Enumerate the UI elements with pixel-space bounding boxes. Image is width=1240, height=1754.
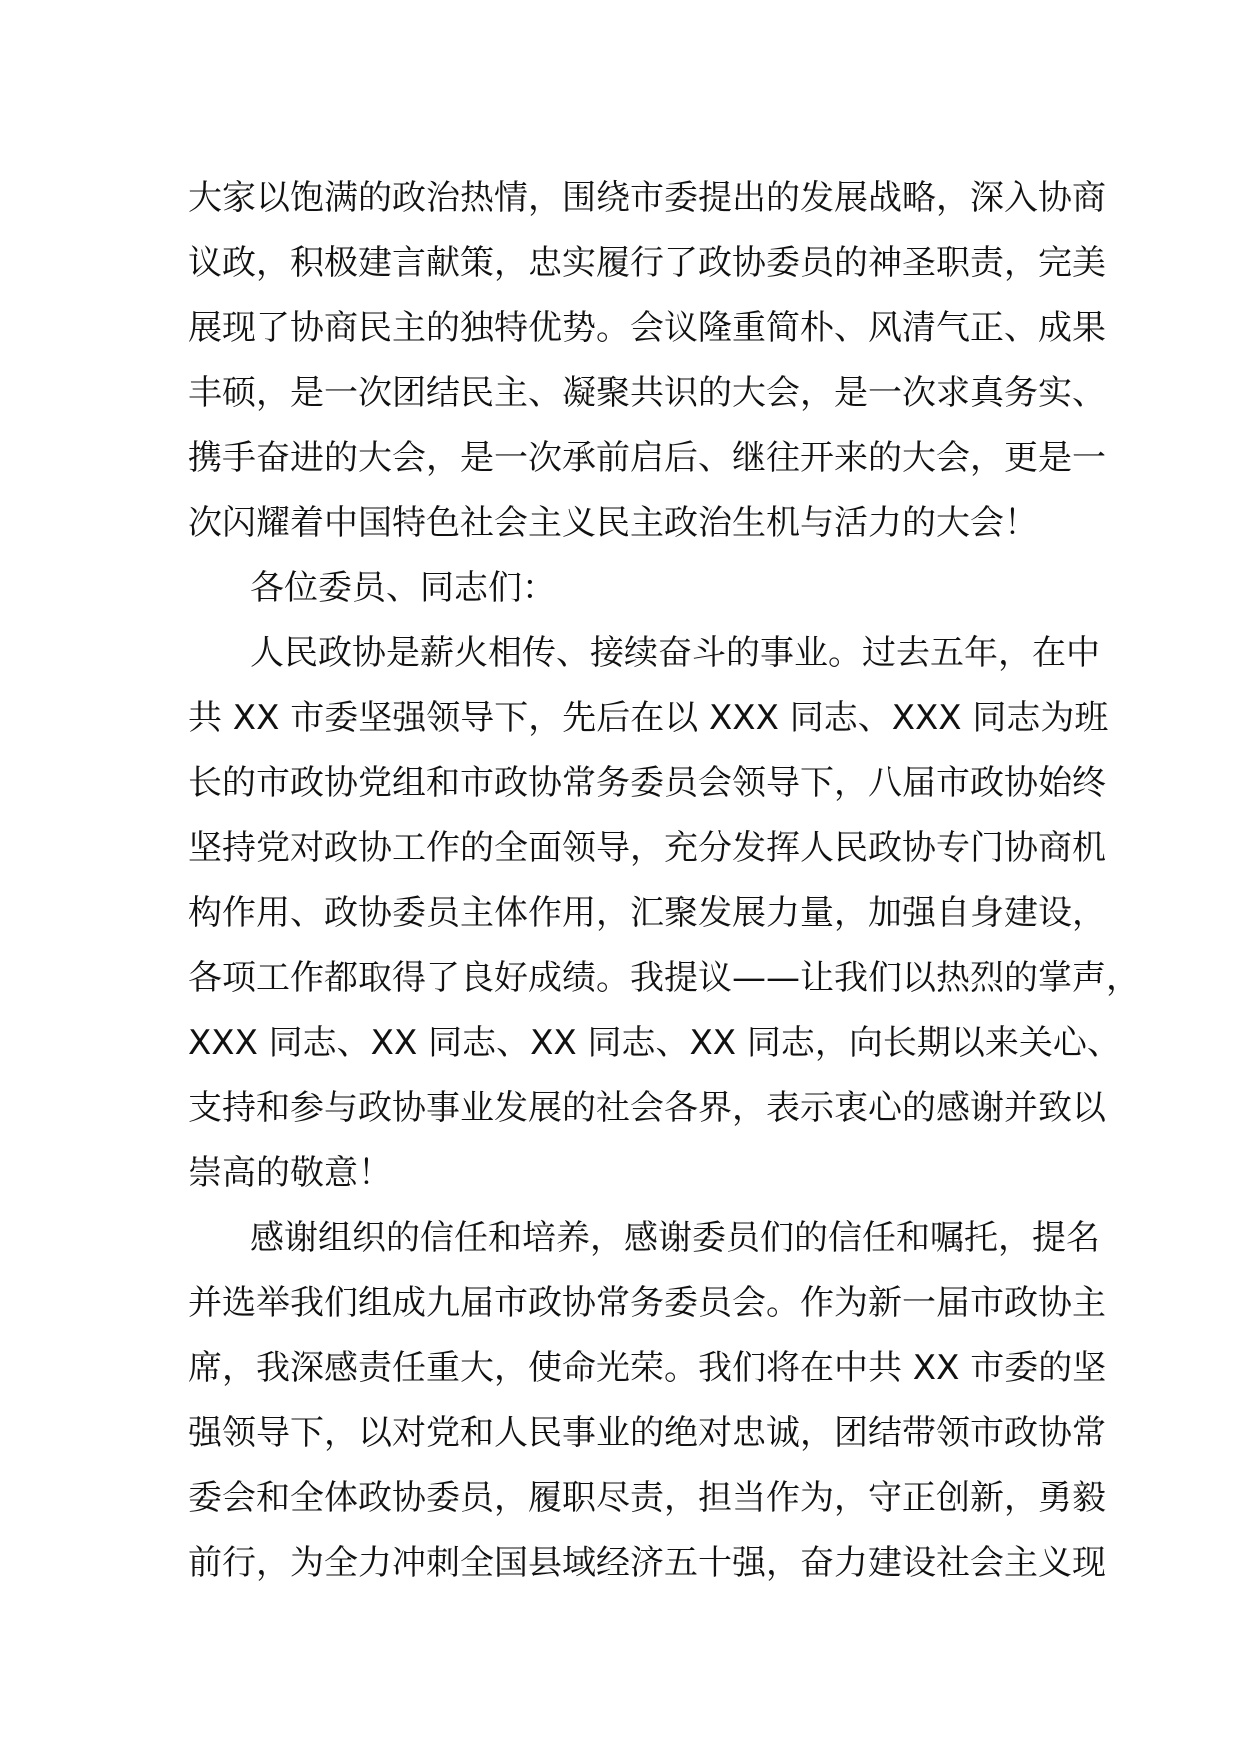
text-line: 感谢组织的信任和培养，感谢委员们的信任和嘱托，提名: [250, 1218, 1100, 1258]
text-line: 构作用、政协委员主体作用，汇聚发展力量，加强自身建设，: [188, 893, 1106, 933]
text-line: 席，我深感责任重大，使命光荣。我们将在中共 XX 市委的坚: [188, 1348, 1107, 1388]
text-line: 并选举我们组成九届市政协常务委员会。作为新一届市政协主: [188, 1283, 1106, 1323]
text-line: XXX 同志、XX 同志、XX 同志、XX 同志，向长期以来关心、: [188, 1023, 1121, 1063]
text-line: 携手奋进的大会，是一次承前启后、继往开来的大会，更是一: [188, 438, 1106, 478]
text-line: 支持和参与政协事业发展的社会各界，表示衷心的感谢并致以: [188, 1088, 1106, 1128]
text-line: 展现了协商民主的独特优势。会议隆重简朴、风清气正、成果: [188, 308, 1106, 348]
text-line: 各项工作都取得了良好成绩。我提议——让我们以热烈的掌声，: [188, 958, 1140, 998]
text-line: 委会和全体政协委员，履职尽责，担当作为，守正创新，勇毅: [188, 1478, 1106, 1518]
text-line: 共 XX 市委坚强领导下，先后在以 XXX 同志、XXX 同志为班: [188, 698, 1109, 738]
text-line: 大家以饱满的政治热情，围绕市委提出的发展战略，深入协商: [188, 178, 1106, 218]
text-line: 长的市政协党组和市政协常务委员会领导下，八届市政协始终: [188, 763, 1106, 803]
salutation-line: 各位委员、同志们：: [250, 568, 556, 608]
text-line: 强领导下，以对党和人民事业的绝对忠诚，团结带领市政协常: [188, 1413, 1106, 1453]
paragraph-4: [188, 1206, 1107, 1596]
text-line: 坚持党对政协工作的全面领导，充分发挥人民政协专门协商机: [188, 828, 1106, 868]
paragraph-2: [188, 556, 1068, 621]
text-line: 次闪耀着中国特色社会主义民主政治生机与活力的大会！: [188, 503, 1038, 543]
paragraph-1: [188, 166, 1106, 556]
text-line: 丰硕，是一次团结民主、凝聚共识的大会，是一次求真务实、: [188, 373, 1106, 413]
paragraph-3: [188, 621, 1140, 1206]
text-line: 议政，积极建言献策，忠实履行了政协委员的神圣职责，完美: [188, 243, 1106, 283]
text-line: 崇高的敬意！: [188, 1153, 392, 1193]
text-line: 人民政协是薪火相传、接续奋斗的事业。过去五年，在中: [250, 633, 1100, 673]
document-body: [188, 166, 1140, 1596]
text-line: 前行，为全力冲刺全国县域经济五十强，奋力建设社会主义现: [188, 1543, 1106, 1583]
